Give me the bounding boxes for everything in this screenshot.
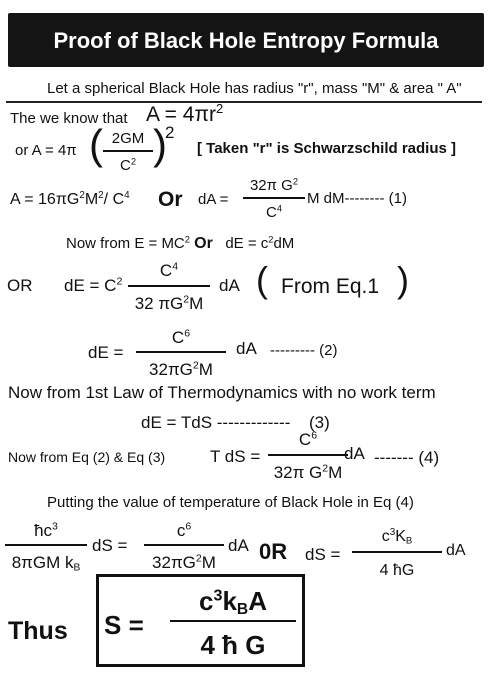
- ds-label-2: dS =: [305, 545, 341, 564]
- rhs-fraction: $c^6$ $32\pi G^2M$: [144, 518, 224, 574]
- ds-label: dS =: [92, 536, 128, 555]
- left-paren: (: [89, 121, 103, 168]
- or-label-3: 0R: [259, 539, 288, 564]
- thermo-line: Now from 1st Law of Thermodynamics with no work term: [8, 383, 436, 402]
- de-da: dA: [219, 276, 240, 295]
- right-paren: ): [153, 121, 167, 168]
- eq1-tail: M dM-------- (1): [307, 190, 407, 207]
- tds-label: T dS =: [210, 447, 261, 466]
- schwarzschild-fraction: 2GM $C^2$: [103, 128, 153, 180]
- page-title: Proof of Black Hole Entropy Formula: [53, 28, 439, 53]
- from-paren-left: (: [256, 259, 268, 300]
- area-prefix: or A = 4π: [15, 142, 77, 159]
- energy-line: Now from $E = MC^2$ Or dE = $c^2dM$: [66, 234, 295, 252]
- eq2-ref: --------- (2): [270, 342, 338, 359]
- intro-underline: [6, 101, 482, 103]
- outer-exponent: 2: [165, 123, 175, 142]
- tds-fraction: $C^6$ 32π $G^2M$: [268, 428, 348, 486]
- known-text: The we know that: [10, 110, 128, 127]
- area-equation: $A = 4\pi r^2$: [146, 101, 224, 126]
- schwarzschild-note: [ Taken "r" is Schwarzschild radius ]: [197, 140, 457, 157]
- s-label: S =: [104, 610, 144, 640]
- putting-line: Putting the value of temperature of Black Hole in Eq (4): [47, 494, 414, 511]
- ds-fraction: $c^3K_B$ 4 ħG: [352, 525, 442, 585]
- eq4-ref: ------- (4): [374, 448, 440, 467]
- or-label-1: Or: [158, 188, 183, 211]
- intro-line: Let a spherical Black Hole has radius "r", mass "M" & area " A": [47, 80, 462, 97]
- de-fraction-1: $C^4$ 32 $\pi G^2M$: [128, 257, 210, 317]
- area-expanded: $A = 16\pi G^2M^2/$ $C^4$: [10, 190, 130, 208]
- tds-da: dA: [344, 444, 365, 463]
- temperature-fraction: $ħc^3$ 8πGM $k_B$: [5, 518, 87, 574]
- thus-label: Thus: [8, 617, 68, 645]
- or-label-2: OR: [7, 276, 33, 295]
- title-banner: [8, 13, 484, 67]
- de-fraction-2: $C^6$ $32\pi G^2M$: [136, 325, 226, 383]
- de-label: dE = $C^2$: [64, 275, 123, 295]
- rhs-da: dA: [228, 536, 249, 555]
- tds-equation: dE = TdS -------------: [141, 413, 291, 432]
- from-paren-right: ): [397, 259, 409, 300]
- from-eq1: From Eq.1: [281, 275, 380, 298]
- da-fraction: 32π $G^2$ $C^4$: [243, 175, 305, 225]
- de-da-2: dA: [236, 339, 257, 358]
- entropy-fraction: $c^3k_BA$ 4 ħ G: [170, 580, 296, 664]
- ds-da: dA: [446, 542, 466, 559]
- de-label-2: dE =: [88, 343, 124, 362]
- da-label: dA =: [198, 191, 229, 208]
- from-eq-text: Now from Eq (2) & Eq (3): [8, 449, 166, 465]
- eq3-ref: (3): [309, 413, 330, 432]
